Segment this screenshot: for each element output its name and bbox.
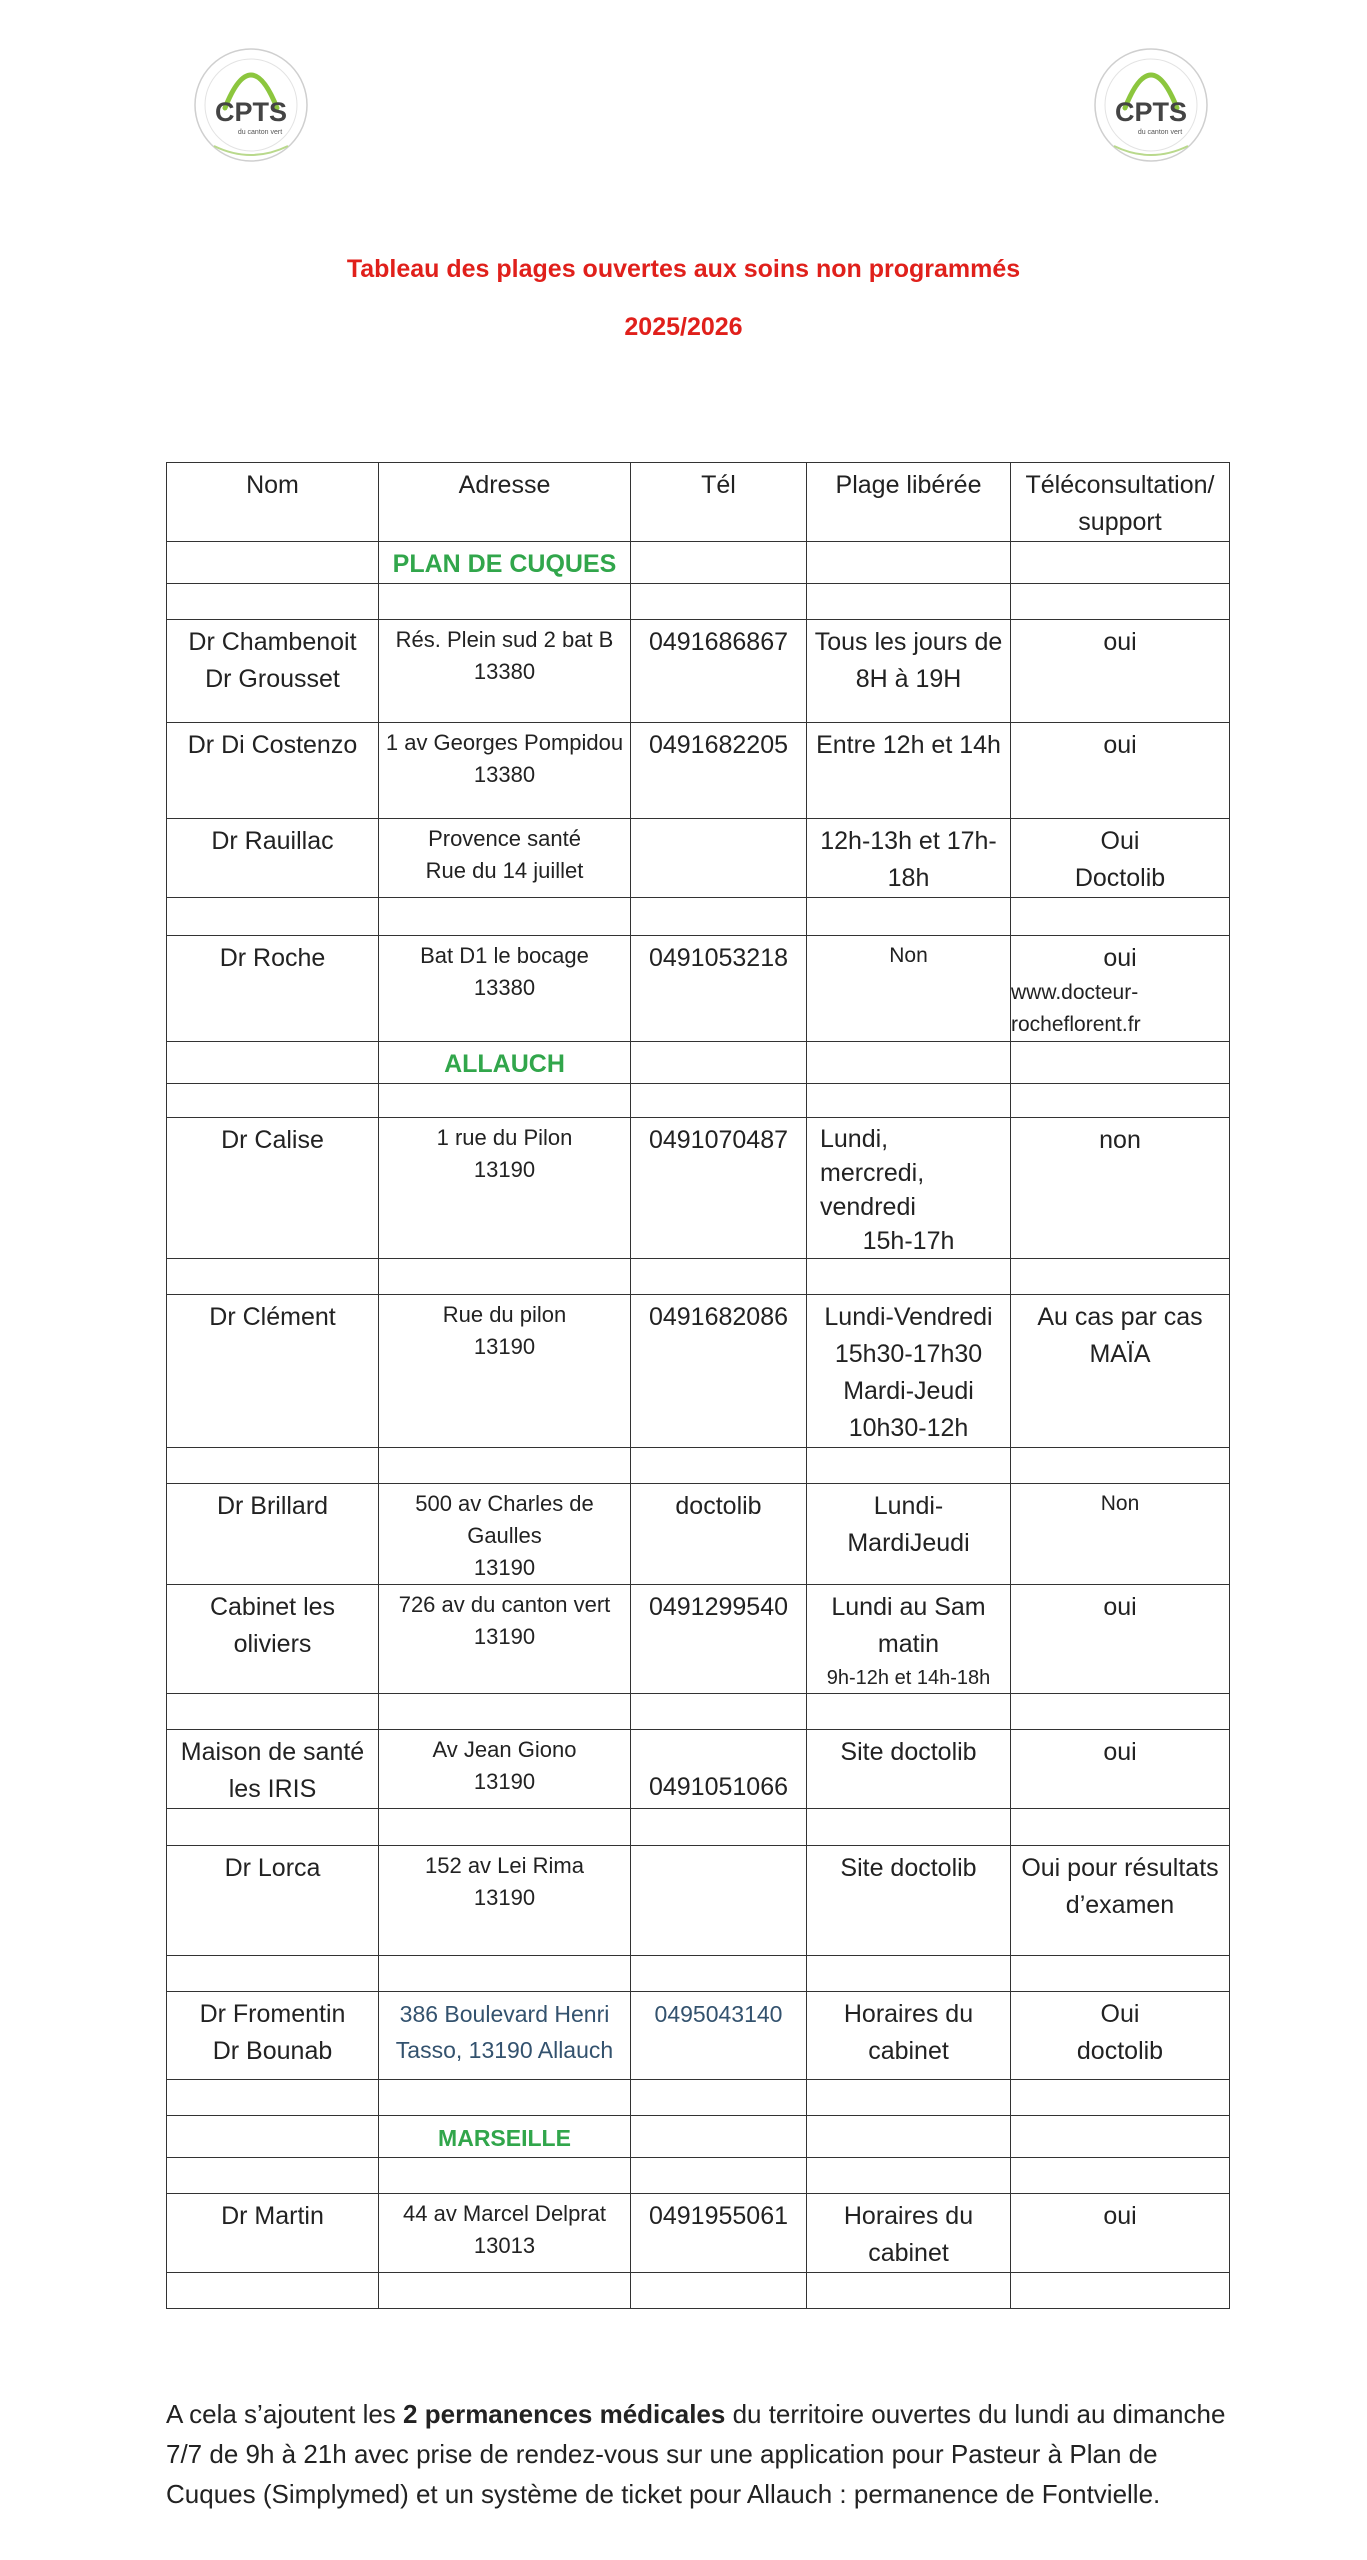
cell-tel: 0495043140 <box>631 1992 807 2080</box>
address-line: 1 rue du Pilon <box>436 1125 573 1150</box>
cell-tele: Oui pour résultats d’examen <box>1011 1846 1230 1956</box>
empty-row <box>167 1809 1230 1846</box>
cell-tel: 0491299540 <box>631 1585 807 1694</box>
logo-main-text: CPTS <box>214 97 288 127</box>
address-postcode: 13190 <box>473 1555 536 1580</box>
address-postcode: 13190 <box>473 1157 536 1182</box>
address-line: Rue du 14 juillet <box>425 858 584 883</box>
address-postcode: 13190 <box>473 1334 536 1359</box>
empty-row <box>167 1259 1230 1295</box>
cell-adresse <box>379 1846 631 1956</box>
cell-plage: Site doctolib <box>807 1846 1011 1956</box>
table-row <box>167 2194 1230 2273</box>
plage-days: Lundi au Sam matin <box>831 1593 986 1658</box>
address-line: Provence santé <box>428 826 581 851</box>
address-line: 44 av Marcel Delprat <box>403 2201 606 2226</box>
cell-nom: Dr Martin <box>167 2194 379 2273</box>
cell-nom: Dr Di Costenzo <box>167 723 379 819</box>
table-row <box>167 1992 1230 2080</box>
header-plage: Plage libérée <box>807 463 1011 542</box>
table-row <box>167 1484 1230 1585</box>
cell-nom: Maison de santé les IRIS <box>167 1730 379 1809</box>
cell-plage: Tous les jours de 8H à 19H <box>807 620 1011 723</box>
address-line: Bat D1 le bocage <box>420 943 589 968</box>
cell-plage: Site doctolib <box>807 1730 1011 1809</box>
address-postcode: 13380 <box>473 975 536 1000</box>
cell-adresse <box>379 2194 631 2273</box>
header-adresse: Adresse <box>379 463 631 542</box>
address-postcode: 13380 <box>473 659 536 684</box>
table-row <box>167 1730 1230 1809</box>
cell-nom: Dr Rauillac <box>167 819 379 898</box>
schedule-table <box>166 462 1230 2309</box>
cell-adresse <box>379 1730 631 1809</box>
cell-tel: 0491053218 <box>631 936 807 1042</box>
header-nom: Nom <box>167 463 379 542</box>
cell-plage: Lundi- MardiJeudi <box>807 1484 1011 1585</box>
cell-plage: Horaires du cabinet <box>807 2194 1011 2273</box>
empty-row <box>167 1694 1230 1730</box>
cell-adresse <box>379 1585 631 1694</box>
cell-tel <box>631 1846 807 1956</box>
footer-paragraph <box>166 2394 1229 2514</box>
empty-row <box>167 584 1230 620</box>
table-row <box>167 723 1230 819</box>
empty-row <box>167 1956 1230 1992</box>
cell-plage: 12h-13h et 17h-18h <box>807 819 1011 898</box>
cell-adresse <box>379 620 631 723</box>
address-line: 726 av du canton vert <box>398 1592 611 1617</box>
table-row <box>167 1846 1230 1956</box>
cell-adresse <box>379 936 631 1042</box>
section-marseille: MARSEILLE <box>379 2116 631 2158</box>
plage-hours: 15h-17h <box>862 1227 955 1255</box>
cell-adresse <box>379 1118 631 1259</box>
cpts-logo-left <box>192 46 310 164</box>
cell-nom: Dr Chambenoit Dr Grousset <box>167 620 379 723</box>
logo-sub-text: du canton vert <box>237 129 283 136</box>
cell-nom: Dr Roche <box>167 936 379 1042</box>
cpts-logo-graphic <box>1092 46 1210 164</box>
cell-tele: Non <box>1011 1484 1230 1585</box>
cell-tele: oui <box>1011 2194 1230 2273</box>
cell-nom: Dr Calise <box>167 1118 379 1259</box>
section-row <box>167 542 1230 584</box>
website-link[interactable]: www.docteur-rocheflorent.fr <box>1011 981 1141 1036</box>
cell-tele <box>1011 936 1230 1042</box>
document-title: Tableau des plages ouvertes aux soins non programmés <box>346 255 1021 283</box>
cell-adresse: 386 Boulevard Henri Tasso, 13190 Allauch <box>379 1992 631 2080</box>
footer-text-end: du territoire ouvertes du lundi au dimanche 7/7 de 9h à 21h avec prise de rendez-vous sur une application pour Pasteur à Plan de Cuques (Simplymed) et un système de ticket pour Allauch : permanence de Fontvielle. <box>166 2399 1226 2509</box>
cell-tele: oui <box>1011 1585 1230 1694</box>
empty-row <box>167 2158 1230 2194</box>
cell-tele: oui <box>1011 723 1230 819</box>
plage-days: Lundi, mercredi, vendredi <box>820 1125 925 1221</box>
cell-tele: oui <box>1011 620 1230 723</box>
cpts-logo-right <box>1092 46 1210 164</box>
address-postcode: 13190 <box>473 1624 536 1649</box>
address-postcode: 13190 <box>473 1769 536 1794</box>
cell-plage <box>807 1118 1011 1259</box>
cell-tele: oui <box>1011 1730 1230 1809</box>
empty-row <box>167 898 1230 936</box>
plage-hours: 9h-12h et 14h-18h <box>826 1667 991 1689</box>
table-row <box>167 1585 1230 1694</box>
table-row <box>167 1295 1230 1448</box>
cell-tel: 0491682205 <box>631 723 807 819</box>
cell-adresse <box>379 1484 631 1585</box>
cell-plage <box>807 1585 1011 1694</box>
cell-tel <box>631 819 807 898</box>
address-line: Rés. Plein sud 2 bat B <box>395 627 614 652</box>
cpts-logo-graphic <box>192 46 310 164</box>
cell-tele: Au cas par cas MAÏA <box>1011 1295 1230 1448</box>
cell-adresse <box>379 819 631 898</box>
address-line: 152 av Lei Rima <box>425 1853 584 1878</box>
cell-nom: Dr Fromentin Dr Bounab <box>167 1992 379 2080</box>
cell-nom: Dr Brillard <box>167 1484 379 1585</box>
section-plan-de-cuques: PLAN DE CUQUES <box>379 542 631 584</box>
cell-plage: Lundi-Vendredi 15h30-17h30 Mardi-Jeudi 10h30-12h <box>807 1295 1011 1448</box>
table-row <box>167 620 1230 723</box>
address-line: 1 av Georges Pompidou <box>385 730 624 755</box>
cell-tele: Oui Doctolib <box>1011 819 1230 898</box>
cell-plage: Non <box>807 936 1011 1042</box>
address-line: 500 av Charles de Gaulles <box>415 1491 594 1548</box>
empty-row <box>167 1084 1230 1118</box>
cell-nom: Dr Lorca <box>167 1846 379 1956</box>
address-line: Rue du pilon <box>442 1302 567 1327</box>
address-postcode: 13190 <box>473 1885 536 1910</box>
footer-text-start: A cela s’ajoutent les <box>166 2399 404 2429</box>
section-row <box>167 2116 1230 2158</box>
address-postcode: 13380 <box>473 762 536 787</box>
cell-tel: doctolib <box>631 1484 807 1585</box>
cell-tel: 0491070487 <box>631 1118 807 1259</box>
empty-row <box>167 2080 1230 2116</box>
table-row <box>167 1118 1230 1259</box>
table-row <box>167 819 1230 898</box>
cell-tel: 0491686867 <box>631 620 807 723</box>
cell-tel: 0491955061 <box>631 2194 807 2273</box>
cell-plage: Horaires du cabinet <box>807 1992 1011 2080</box>
cell-nom: Dr Clément <box>167 1295 379 1448</box>
tele-value: oui <box>1103 944 1137 972</box>
header-teleconsultation: Téléconsultation/ support <box>1011 463 1230 542</box>
table-header-row <box>167 463 1230 542</box>
table-row <box>167 936 1230 1042</box>
document-year: 2025/2026 <box>624 313 743 341</box>
cell-adresse <box>379 1295 631 1448</box>
footer-text-bold: 2 permanences médicales <box>403 2399 726 2429</box>
empty-row <box>167 2273 1230 2309</box>
header-tel: Tél <box>631 463 807 542</box>
logo-sub-text: du canton vert <box>1137 129 1183 136</box>
cell-nom: Cabinet les oliviers <box>167 1585 379 1694</box>
cell-tel: 0491051066 <box>631 1730 807 1809</box>
cell-tele: non <box>1011 1118 1230 1259</box>
cell-tele: Oui doctolib <box>1011 1992 1230 2080</box>
section-row <box>167 1042 1230 1084</box>
cell-adresse <box>379 723 631 819</box>
cell-plage: Entre 12h et 14h <box>807 723 1011 819</box>
empty-row <box>167 1448 1230 1484</box>
address-line: Av Jean Giono <box>432 1737 577 1762</box>
section-allauch: ALLAUCH <box>379 1042 631 1084</box>
cell-tel: 0491682086 <box>631 1295 807 1448</box>
address-postcode: 13013 <box>473 2233 536 2258</box>
logo-main-text: CPTS <box>1114 97 1188 127</box>
